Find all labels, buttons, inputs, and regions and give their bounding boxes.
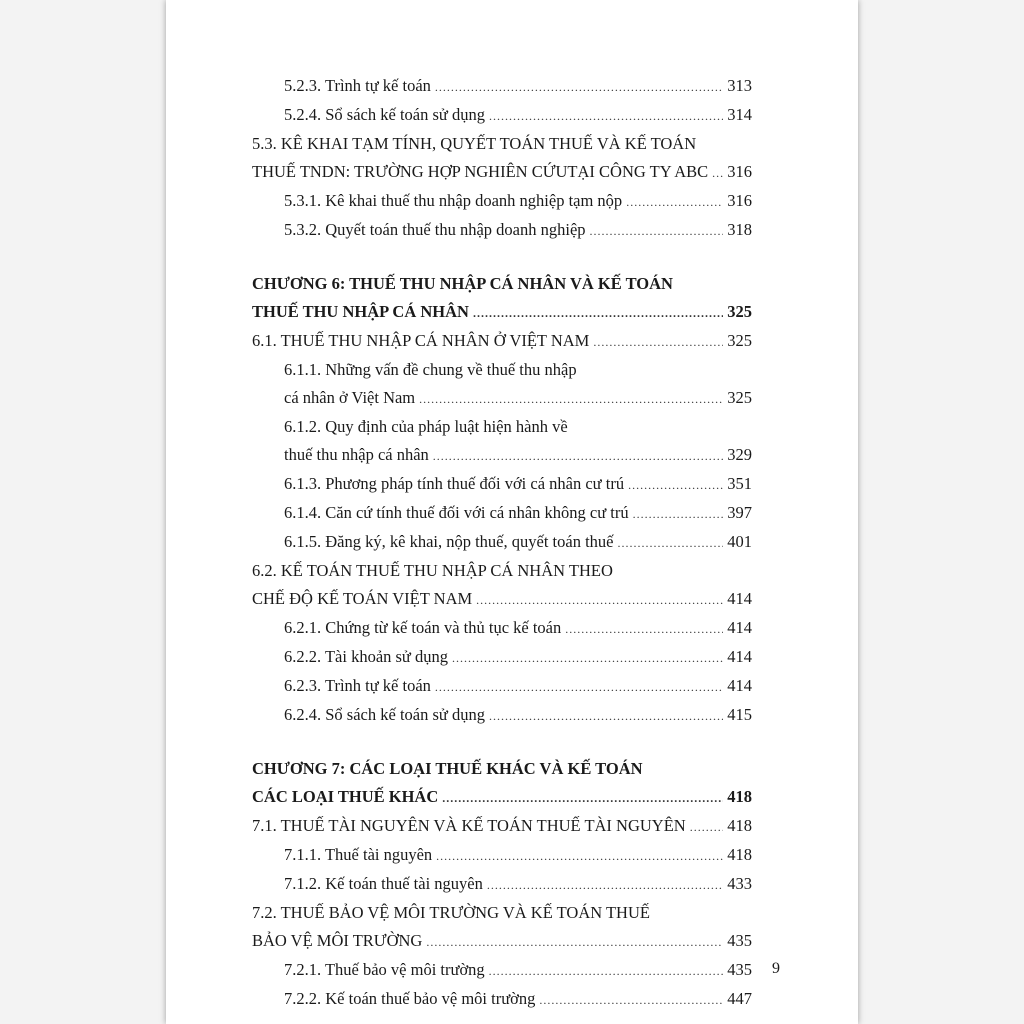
dot-leader	[626, 188, 723, 216]
dot-leader	[442, 784, 723, 812]
toc-entry-title: 6.1.2. Quy định của pháp luật hiện hành về	[284, 417, 568, 436]
toc-subsection-entry	[252, 643, 752, 672]
page-number: 9	[772, 960, 780, 977]
toc-page-number: 316	[727, 191, 752, 210]
toc-chapter-entry	[252, 755, 752, 812]
toc-subsection-entry	[252, 470, 752, 499]
toc-section-entry	[252, 130, 752, 187]
dot-leader	[690, 813, 723, 841]
toc-section-entry	[252, 327, 752, 356]
toc-entry-title: 7.1.1. Thuế tài nguyên	[284, 845, 433, 864]
toc-entry-title: CHƯƠNG 7: CÁC LOẠI THUẾ KHÁC VÀ KẾ TOÁN	[252, 759, 643, 778]
toc-entry-title: 6.2.2. Tài khoản sử dụng	[284, 647, 449, 666]
toc-entry-title: 6.1.1. Những vấn đề chung về thuế thu nhập	[284, 360, 577, 379]
toc-entry-title: 5.3.1. Kê khai thuế thu nhập doanh nghiệp tạm nộp	[284, 191, 623, 210]
toc-entry-title: 7.1.2. Kế toán thuế tài nguyên	[284, 874, 483, 893]
toc-section-entry	[252, 557, 752, 614]
toc-page-number: 418	[727, 816, 752, 835]
book-page	[166, 0, 858, 1024]
dot-leader	[436, 842, 723, 870]
chapter-spacer	[252, 730, 752, 755]
toc-subsection-entry	[252, 672, 752, 701]
toc-section-entry	[252, 899, 752, 956]
dot-leader	[452, 644, 723, 672]
toc-entry-title: 7.2. THUẾ BẢO VỆ MÔI TRƯỜNG VÀ KẾ TOÁN THUẾ	[252, 903, 650, 922]
toc-entry-title: BẢO VỆ MÔI TRƯỜNG	[252, 931, 423, 950]
toc-subsection-entry	[252, 956, 752, 985]
toc-page-number: 414	[727, 676, 752, 695]
toc-entry-title: THUẾ TNDN: TRƯỜNG HỢP NGHIÊN CỨUTẠI CÔNG TY ABC	[252, 162, 709, 181]
toc-chapter-entry	[252, 270, 752, 327]
toc-page-number: 418	[727, 845, 752, 864]
toc-entry-title: 6.1.5. Đăng ký, kê khai, nộp thuế, quyết toán thuế	[284, 532, 614, 551]
dot-leader	[489, 702, 723, 730]
toc-page-number: 435	[727, 931, 752, 950]
toc-entry-title: 6.2.4. Sổ sách kế toán sử dụng	[284, 705, 485, 724]
dot-leader	[435, 73, 723, 101]
toc-subsection-entry	[252, 499, 752, 528]
dot-leader	[435, 673, 723, 701]
toc-subsection-entry	[252, 985, 752, 1014]
toc-page-number: 314	[727, 105, 752, 124]
toc-page-number: 313	[727, 76, 752, 95]
dot-leader	[539, 986, 723, 1014]
toc-entry-title: 7.2.1. Thuế bảo vệ môi trường	[284, 960, 485, 979]
toc-entry-title: CHẾ ĐỘ KẾ TOÁN VIỆT NAM	[252, 589, 473, 608]
toc-entry-title: THUẾ THU NHẬP CÁ NHÂN	[252, 302, 469, 321]
toc-subsection-entry	[252, 701, 752, 730]
table-of-contents	[252, 72, 752, 1014]
toc-section-entry	[252, 812, 752, 841]
chapter-spacer	[252, 245, 752, 270]
toc-subsection-entry	[252, 870, 752, 899]
toc-entry-title: thuế thu nhập cá nhân	[284, 445, 429, 464]
toc-page-number: 447	[727, 989, 752, 1008]
toc-page-number: 414	[727, 647, 752, 666]
toc-entry-title: CÁC LOẠI THUẾ KHÁC	[252, 787, 439, 806]
toc-page-number: 325	[727, 388, 752, 407]
toc-entry-title: 6.2. KẾ TOÁN THUẾ THU NHẬP CÁ NHÂN THEO	[252, 561, 613, 580]
dot-leader	[489, 957, 723, 985]
toc-entry-title: 6.2.3. Trình tự kế toán	[284, 676, 431, 695]
toc-page-number: 433	[727, 874, 752, 893]
toc-subsection-entry	[252, 216, 752, 245]
toc-page-number: 414	[727, 589, 752, 608]
toc-entry-title: 5.3.2. Quyết toán thuế thu nhập doanh nghiệp	[284, 220, 586, 239]
toc-subsection-entry	[252, 413, 752, 470]
dot-leader	[473, 299, 723, 327]
dot-leader	[565, 615, 723, 643]
dot-leader	[476, 586, 723, 614]
dot-leader	[593, 328, 723, 356]
dot-leader	[433, 442, 723, 470]
toc-page-number: 351	[727, 474, 752, 493]
toc-entry-title: 7.2.2. Kế toán thuế bảo vệ môi trường	[284, 989, 536, 1008]
toc-entry-title: 6.1.3. Phương pháp tính thuế đối với cá nhân cư trú	[284, 474, 625, 493]
dot-leader	[628, 471, 723, 499]
toc-page-number: 418	[727, 787, 752, 806]
toc-page-number: 414	[727, 618, 752, 637]
toc-page-number: 325	[727, 331, 752, 350]
dot-leader	[426, 928, 723, 956]
toc-entry-title: CHƯƠNG 6: THUẾ THU NHẬP CÁ NHÂN VÀ KẾ TOÁN	[252, 274, 673, 293]
dot-leader	[712, 159, 723, 187]
toc-subsection-entry	[252, 841, 752, 870]
toc-entry-title: 5.2.4. Sổ sách kế toán sử dụng	[284, 105, 485, 124]
toc-entry-title: 5.3. KÊ KHAI TẠM TÍNH, QUYẾT TOÁN THUẾ VÀ KẾ TOÁN	[252, 134, 697, 153]
toc-page-number: 397	[727, 503, 752, 522]
toc-page-number: 401	[727, 532, 752, 551]
toc-subsection-entry	[252, 528, 752, 557]
toc-entry-title: 6.2.1. Chứng từ kế toán và thủ tục kế toán	[284, 618, 562, 637]
dot-leader	[617, 529, 723, 557]
dot-leader	[487, 871, 723, 899]
toc-entry-title: 5.2.3. Trình tự kế toán	[284, 76, 431, 95]
toc-page-number: 318	[727, 220, 752, 239]
toc-subsection-entry	[252, 101, 752, 130]
toc-subsection-entry	[252, 614, 752, 643]
toc-page-number: 316	[727, 162, 752, 181]
dot-leader	[633, 500, 723, 528]
toc-page-number: 415	[727, 705, 752, 724]
toc-entry-title: 6.1.4. Căn cứ tính thuế đối với cá nhân không cư trú	[284, 503, 629, 522]
toc-entry-title: 7.1. THUẾ TÀI NGUYÊN VÀ KẾ TOÁN THUẾ TÀI NGUYÊN	[252, 816, 686, 835]
dot-leader	[489, 102, 723, 130]
dot-leader	[419, 385, 723, 413]
toc-subsection-entry	[252, 356, 752, 413]
toc-subsection-entry	[252, 72, 752, 101]
toc-subsection-entry	[252, 187, 752, 216]
toc-entry-title: 6.1. THUẾ THU NHẬP CÁ NHÂN Ở VIỆT NAM	[252, 331, 590, 350]
toc-page-number: 435	[727, 960, 752, 979]
toc-page-number: 325	[727, 302, 752, 321]
dot-leader	[590, 217, 723, 245]
toc-page-number: 329	[727, 445, 752, 464]
toc-entry-title: cá nhân ở Việt Nam	[284, 388, 416, 407]
